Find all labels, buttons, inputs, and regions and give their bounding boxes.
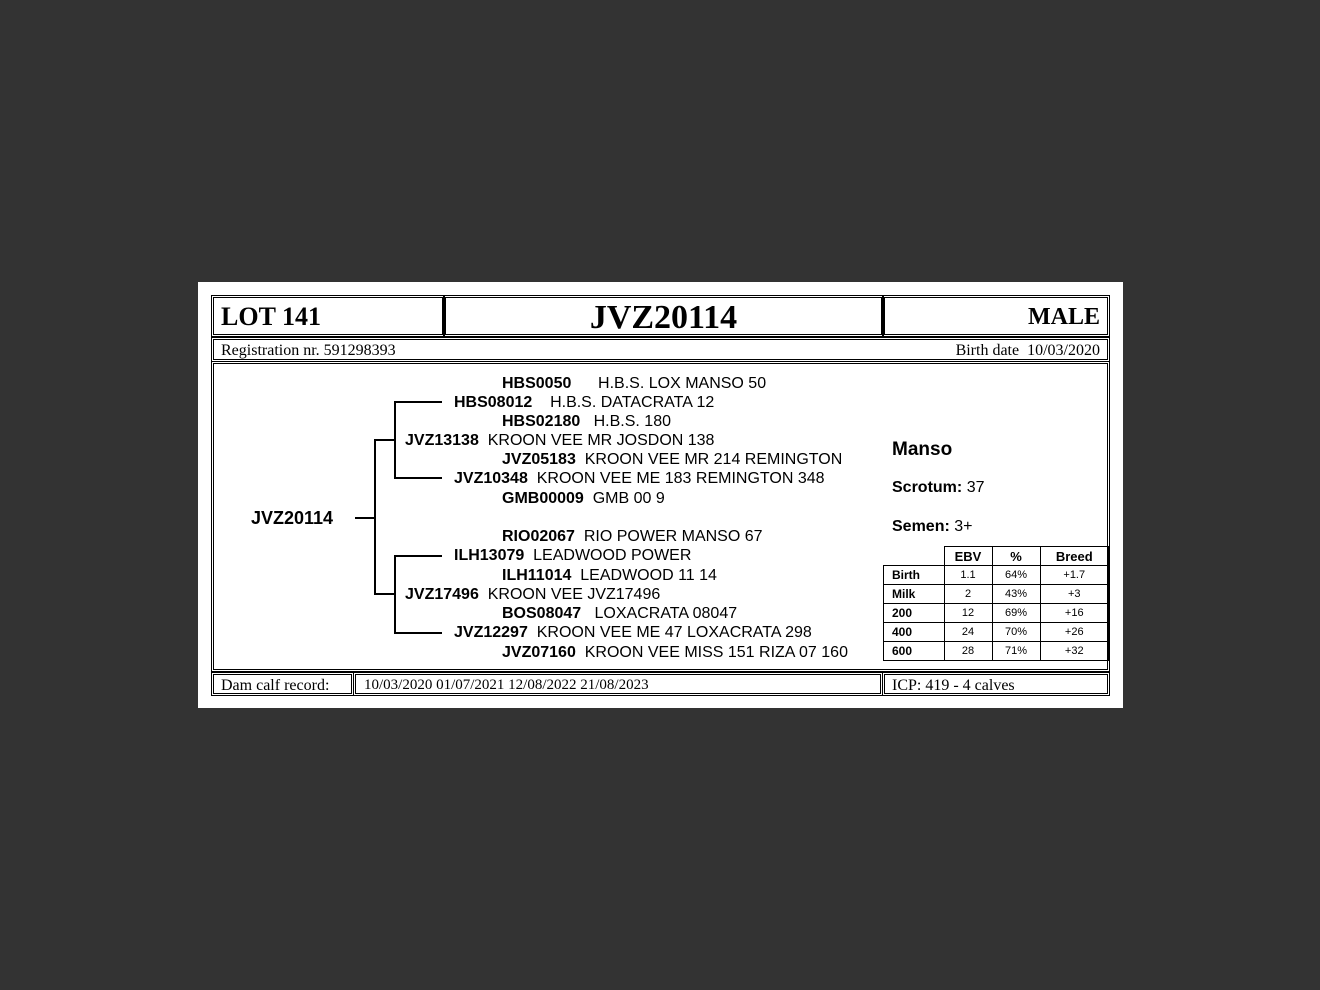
sire-sire-connector [394, 401, 442, 403]
lot-box [211, 295, 445, 337]
sex: MALE [1028, 304, 1100, 330]
pedigree-sire-sire-sire: HBS0050 H.B.S. LOX MANSO 50 [502, 375, 767, 392]
ebv-header-ebv: EBV [944, 547, 992, 566]
pedigree-sire-sire: HBS08012 H.B.S. DATACRATA 12 [454, 394, 715, 411]
ebv-row-200: 200 12 69% +16 [884, 604, 1109, 623]
animal-id-box [443, 295, 884, 337]
ebv-row-birth: Birth 1.1 64% +1.7 [884, 566, 1109, 585]
scrotum: Scrotum: 37 [892, 479, 985, 496]
ebv-table [883, 546, 1109, 661]
dam-calf-record: 10/03/2020 01/07/2021 12/08/2022 21/08/2023 [364, 677, 649, 693]
sex-box [882, 295, 1110, 337]
pedigree-sire-sire-dam: HBS02180 H.B.S. 180 [502, 413, 671, 430]
dam-calf-record-label-box [211, 672, 354, 696]
sire-connector [374, 439, 394, 441]
icp: ICP: 419 - 4 calves [892, 677, 1015, 694]
birth-date: Birth date 10/03/2020 [955, 342, 1100, 359]
pedigree-dam-sire-dam: ILH11014 LEADWOOD 11 14 [502, 567, 717, 584]
registration-number: Registration nr. 591298393 [221, 342, 396, 359]
pedigree-dam-dam-dam: JVZ07160 KROON VEE MISS 151 RIZA 07 160 [502, 644, 848, 661]
ebv-row-400: 400 24 70% +26 [884, 623, 1109, 642]
ebv-row-milk: Milk 2 43% +3 [884, 585, 1109, 604]
parents-bracket [374, 439, 376, 595]
ebv-row-600: 600 28 71% +32 [884, 642, 1109, 661]
dam-calf-record-box [353, 672, 883, 696]
pedigree-dam-sire-sire: RIO02067 RIO POWER MANSO 67 [502, 528, 763, 545]
dam-calf-record-label: Dam calf record: [221, 677, 330, 694]
sire-bracket [394, 401, 396, 479]
dam-connector [374, 593, 394, 595]
pedigree-sire-dam: JVZ10348 KROON VEE ME 183 REMINGTON 348 [454, 470, 825, 487]
pedigree-sire-dam-sire: JVZ05183 KROON VEE MR 214 REMINGTON [502, 451, 843, 468]
ebv-header-pct: % [992, 547, 1040, 566]
pedigree-dam-sire: ILH13079 LEADWOOD POWER [454, 547, 692, 564]
icp-box [882, 672, 1110, 696]
pedigree-dam-dam-sire: BOS08047 LOXACRATA 08047 [502, 605, 738, 622]
ebv-header-breed: Breed [1040, 547, 1109, 566]
pedigree-dam-dam: JVZ12297 KROON VEE ME 47 LOXACRATA 298 [454, 624, 812, 641]
dam-sire-connector [394, 555, 442, 557]
semen: Semen: 3+ [892, 518, 973, 535]
pedigree-root: JVZ20114 [251, 508, 334, 528]
ebv-header-row [884, 547, 1109, 566]
dam-bracket [394, 555, 396, 634]
dam-dam-connector [394, 632, 442, 634]
pedigree-sire: JVZ13138 KROON VEE MR JOSDON 138 [405, 432, 715, 449]
root-connector [355, 517, 375, 519]
lot-number: LOT 141 [221, 302, 321, 331]
animal-name: Manso [892, 439, 953, 460]
registration-row [211, 337, 1110, 362]
sire-dam-connector [394, 477, 442, 479]
animal-id-title: JVZ20114 [589, 299, 738, 336]
pedigree-sire-dam-dam: GMB00009 GMB 00 9 [502, 490, 665, 507]
lot-card [198, 282, 1123, 708]
pedigree-dam: JVZ17496 KROON VEE JVZ17496 [405, 586, 661, 603]
